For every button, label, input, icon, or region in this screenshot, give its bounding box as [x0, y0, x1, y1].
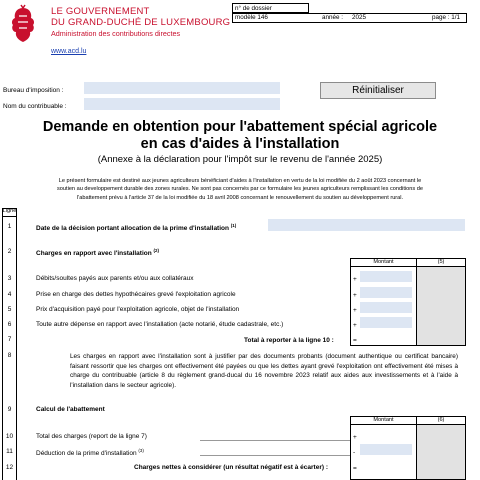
reset-button[interactable]: Réinitialiser — [320, 82, 436, 99]
row6-label: Toute autre dépense en rapport avec l'installation (acte notarié, étude cadastrale, etc.) — [36, 321, 284, 328]
ligne-header-divider — [2, 216, 17, 217]
gov-line-2: DU GRAND-DUCHÉ DE LUXEMBOURG — [51, 17, 231, 28]
plus-sign: + — [353, 322, 357, 329]
row-number: 4 — [7, 291, 12, 298]
row10-underline — [200, 440, 350, 441]
modele-label: modèle 146 — [235, 14, 268, 21]
annee-label: année : — [322, 14, 344, 21]
row5-label: Prix d'acquisition payé pour l'exploitation agricole, objet de l'installation — [36, 306, 240, 313]
equals-sign: = — [353, 337, 357, 344]
gov-line-3: Administration des contributions directes — [51, 29, 181, 38]
contribuable-input[interactable] — [84, 98, 280, 110]
contribuable-label: Nom du contribuable : — [3, 103, 67, 110]
intro-line-3: l'abattement prévu à l'article 37 de la loi modifiée du 18 avril 2008 concernant le renouvellement du soutien au développement rural. — [76, 194, 404, 201]
justification-note: Les charges en rapport avec l'installation sont à justifier par des documents probants (document authentique ou certificat bancaire) faisant ressortir que les charges ont effectivement été payées ou que les dettes ayant grevé l'exploitation ont effectivement été mises à charge du contribuable (article 8 du règlement grand-ducal du 16 novembre 2023 relatif aux aides aux investissements et à l'aide à l'installation dans le secteur agricole). — [70, 353, 458, 389]
intro-text — [22, 177, 458, 202]
page-title-line-2: en cas d'aides à l'installation — [140, 136, 340, 152]
ligne-header: Ligne — [2, 208, 17, 214]
row2-label: Charges en rapport avec l'installation $^{(2)}$ — [36, 248, 160, 258]
row-number: 1 — [7, 223, 12, 230]
plus-sign: + — [353, 292, 357, 299]
col6-column — [416, 424, 466, 480]
row3-amount-input[interactable] — [360, 271, 412, 282]
bureau-input[interactable] — [84, 82, 280, 94]
row12-label: Charges nettes à considérer (un résultat négatif est à écarter) : — [134, 464, 328, 471]
page-subtitle: (Annexe à la déclaration pour l'impôt sur le revenu de l'année 2025) — [97, 154, 383, 165]
decision-date-input[interactable] — [268, 219, 465, 231]
row11-label: Déduction de la prime d'installation $^{(3)}$ — [36, 448, 144, 458]
row-number: 5 — [7, 306, 12, 313]
page-indicator: page : 1/1 — [432, 14, 461, 21]
plus-sign: + — [353, 276, 357, 283]
col6-header: (6) — [437, 417, 445, 423]
row-number: 7 — [7, 336, 12, 343]
minus-sign: - — [353, 449, 356, 456]
plus-sign: + — [353, 307, 357, 314]
row-number: 3 — [7, 275, 12, 282]
row1-label: Date de la décision portant allocation de la prime d'installation $^{(1)}$ — [36, 223, 237, 233]
equals-sign: = — [353, 465, 357, 472]
intro-line-1: Le présent formulaire est destiné aux jeunes agriculteurs bénéficiant d'aides à l'installation en vertu de la loi modifiée du 2 août 2023 concernant le — [58, 178, 422, 184]
page-title-line-1: Demande en obtention pour l'abattement spécial agricole — [42, 119, 438, 135]
dossier-number-field[interactable]: n° de dossier — [232, 3, 309, 13]
row4-amount-input[interactable] — [360, 287, 412, 298]
row-number: 8 — [7, 352, 12, 359]
row-number: 2 — [7, 248, 12, 255]
row11-amount-input[interactable] — [360, 444, 412, 455]
row-number: 11 — [6, 448, 13, 455]
luxembourg-coat-of-arms-logo — [6, 4, 40, 46]
gov-line-1: LE GOUVERNEMENT — [51, 6, 150, 17]
row9-label: Calcul de l'abattement — [36, 406, 105, 413]
row-number: 12 — [5, 464, 14, 471]
col5-header: (5) — [437, 259, 445, 265]
row11-underline — [200, 455, 350, 456]
annee-value: 2025 — [352, 14, 367, 21]
row3-label: Débits/soultes payés aux parents et/ou aux collatéraux — [36, 275, 194, 282]
row4-label: Prise en charge des dettes hypothécaires grevé l'exploitation agricole — [36, 291, 236, 298]
row-number: 9 — [7, 406, 12, 413]
intro-line-2: soutien au developpement durable des zones rurales. Ne sont pas concernés par ce formulaire les jeunes agriculteurs remplissant les conditions de — [57, 186, 423, 193]
row6-amount-input[interactable] — [360, 317, 412, 328]
row7-label: Total à reporter à la ligne 10 : — [244, 337, 334, 344]
row10-label: Total des charges (report de la ligne 7) — [36, 433, 147, 440]
row5-amount-input[interactable] — [360, 302, 412, 313]
row-number: 6 — [7, 321, 12, 328]
bureau-label: Bureau d'imposition : — [3, 87, 64, 94]
montant-header: Montant — [373, 259, 394, 265]
col5-column — [416, 266, 466, 346]
plus-sign: + — [353, 434, 357, 441]
website-link[interactable]: www.acd.lu — [51, 48, 87, 55]
montant-header-2: Montant — [373, 417, 394, 423]
row-number: 10 — [5, 433, 14, 440]
